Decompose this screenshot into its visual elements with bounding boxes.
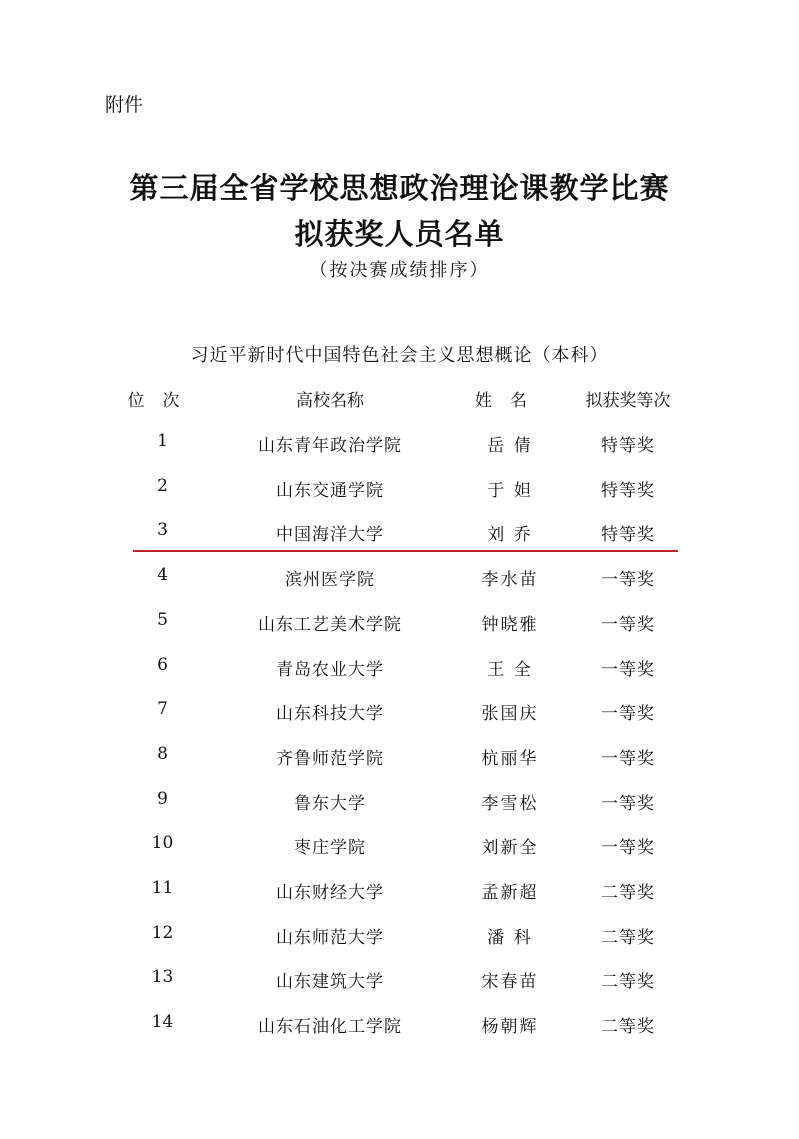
name-cell: 杨朝辉	[481, 1017, 539, 1037]
school-cell: 齐鲁师范学院	[276, 749, 384, 769]
rank-cell: 8	[157, 744, 168, 764]
school-cell: 山东师范大学	[276, 928, 384, 948]
section-title: 习近平新时代中国特色社会主义思想概论（本科）	[190, 345, 609, 366]
rank-cell: 3	[157, 520, 168, 540]
name-cell: 王 全	[487, 660, 533, 680]
award-cell: 二等奖	[601, 928, 655, 948]
rank-cell: 13	[151, 967, 174, 987]
rank-cell: 2	[157, 476, 168, 496]
school-cell: 鲁东大学	[294, 794, 366, 814]
name-cell: 潘 科	[487, 928, 533, 948]
school-cell: 山东青年政治学院	[258, 436, 402, 456]
award-cell: 二等奖	[601, 1017, 655, 1037]
header-school: 高校名称	[296, 391, 364, 411]
award-cell: 一等奖	[601, 704, 655, 724]
name-cell: 于 妲	[487, 481, 533, 501]
rank-cell: 5	[157, 610, 168, 630]
award-cell: 一等奖	[601, 794, 655, 814]
name-cell: 杭丽华	[481, 749, 539, 769]
name-cell: 钟晓雅	[481, 615, 539, 635]
header-name: 姓名	[475, 391, 545, 411]
school-cell: 山东石油化工学院	[258, 1017, 402, 1037]
school-cell: 青岛农业大学	[276, 660, 384, 680]
school-cell: 滨州医学院	[285, 570, 375, 590]
name-cell: 刘 乔	[487, 525, 533, 545]
name-cell: 张国庆	[481, 704, 539, 724]
rank-cell: 7	[157, 699, 168, 719]
rank-cell: 4	[157, 565, 168, 585]
rank-cell: 6	[157, 655, 168, 675]
name-cell: 李水苗	[481, 570, 539, 590]
school-cell: 山东工艺美术学院	[258, 615, 402, 635]
award-cell: 二等奖	[601, 883, 655, 903]
rank-cell: 14	[151, 1012, 174, 1032]
rank-cell: 11	[151, 878, 174, 898]
rank-cell: 12	[151, 923, 174, 943]
rank-cell: 10	[151, 833, 174, 853]
award-cell: 特等奖	[601, 436, 655, 456]
name-cell: 李雪松	[481, 794, 539, 814]
name-cell: 孟新超	[481, 883, 539, 903]
header-award: 拟获奖等次	[585, 391, 671, 411]
document-title-line-1: 第三届全省学校思想政治理论课教学比赛	[129, 171, 670, 205]
rank-cell: 1	[157, 431, 168, 451]
school-cell: 山东财经大学	[276, 883, 384, 903]
award-cell: 特等奖	[601, 525, 655, 545]
school-cell: 山东科技大学	[276, 704, 384, 724]
award-cell: 一等奖	[601, 838, 655, 858]
school-cell: 山东交通学院	[276, 481, 384, 501]
award-cell: 一等奖	[601, 749, 655, 769]
award-cell: 一等奖	[601, 660, 655, 680]
award-cell: 二等奖	[601, 972, 655, 992]
divider-line	[133, 550, 678, 552]
document-subtitle: （按决赛成绩排序）	[309, 260, 490, 281]
document-title-line-2: 拟获奖人员名单	[294, 217, 505, 251]
award-cell: 一等奖	[601, 615, 655, 635]
header-rank: 位次	[127, 391, 198, 411]
award-cell: 一等奖	[601, 570, 655, 590]
award-cell: 特等奖	[601, 481, 655, 501]
name-cell: 刘新全	[481, 838, 539, 858]
school-cell: 山东建筑大学	[276, 972, 384, 992]
rank-cell: 9	[157, 789, 168, 809]
school-cell: 中国海洋大学	[276, 525, 384, 545]
name-cell: 岳 倩	[487, 436, 533, 456]
attachment-label: 附件	[105, 94, 144, 116]
name-cell: 宋春苗	[481, 972, 539, 992]
school-cell: 枣庄学院	[294, 838, 366, 858]
